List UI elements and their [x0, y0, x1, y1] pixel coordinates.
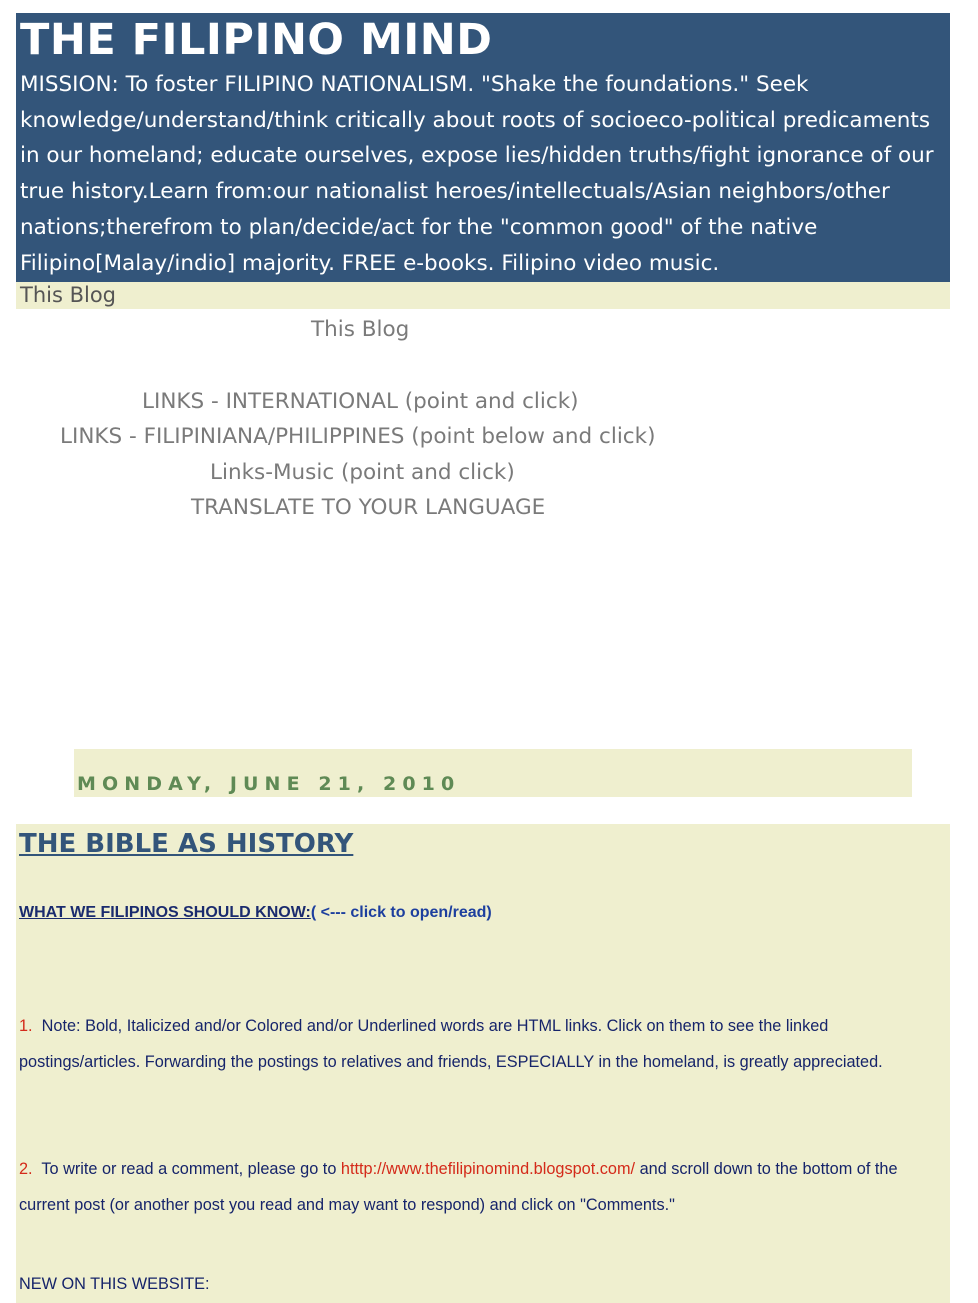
note-2-text-after: and scroll down to the bottom of the current post (or another post you read and may want to respond) and click on "Comments." — [19, 1160, 898, 1214]
sidebar-item-links-music[interactable]: Links-Music (point and click) — [210, 460, 515, 485]
note-1-text: Note: Bold, Italicized and/or Colored and/or Underlined words are HTML links. Click on them to see the linked postings/articles. Forwarding the postings to relatives and friends, ESPECIALLY in the homeland, is greatly appreciated. — [19, 1017, 883, 1071]
sidebar-item-this-blog[interactable]: This Blog — [311, 317, 410, 342]
sidebar-item-translate[interactable]: TRANSLATE TO YOUR LANGUAGE — [191, 495, 546, 520]
sidebar-item-links-filipiniana[interactable]: LINKS - FILIPINIANA/PHILIPPINES (point below and click) — [60, 424, 656, 449]
note-1 — [19, 1008, 949, 1080]
know-link-line — [19, 902, 492, 924]
note-2 — [19, 1151, 949, 1223]
blog-header — [16, 13, 950, 282]
sidebar-item-links-international[interactable]: LINKS - INTERNATIONAL (point and click) — [142, 389, 579, 414]
blog-description: MISSION: To foster FILIPINO NATIONALISM. "Shake the foundations." Seek knowledge/understand/think critically about roots of socioeco-political predicaments in our homeland; educate ourselves, expose lies/hidden truths/fight ignorance of our true history.Learn from:our nationalist heroes/intellectuals/Asian neighbors/other nations;therefrom to plan/decide/act for the "common good" of the native Filipino[Malay/indio] majority. FREE e-books. Filipino video music. — [20, 72, 934, 276]
post-title[interactable]: THE BIBLE AS HISTORY — [19, 829, 354, 859]
post-body — [16, 824, 950, 1303]
post-date: MONDAY, JUNE 21, 2010 — [77, 773, 461, 795]
blog-title[interactable]: THE FILIPINO MIND — [20, 15, 493, 65]
note-2-number: 2. — [19, 1160, 33, 1178]
click-to-open-hint[interactable]: ( <--- click to open/read) — [310, 904, 492, 921]
what-we-filipinos-should-know-link[interactable]: WHAT WE FILIPINOS SHOULD KNOW: — [19, 904, 311, 921]
date-header-bar — [74, 749, 912, 797]
new-on-website-label: NEW ON THIS WEBSITE: — [19, 1275, 210, 1293]
note-2-text-before: To write or read a comment, please go to — [41, 1160, 337, 1178]
search-scope-bar — [16, 282, 950, 309]
search-scope-label[interactable]: This Blog — [20, 283, 117, 307]
blog-url-link[interactable]: htttp://www.thefilipinomind.blogspot.com/ — [340, 1160, 636, 1178]
note-1-number: 1. — [19, 1017, 33, 1035]
